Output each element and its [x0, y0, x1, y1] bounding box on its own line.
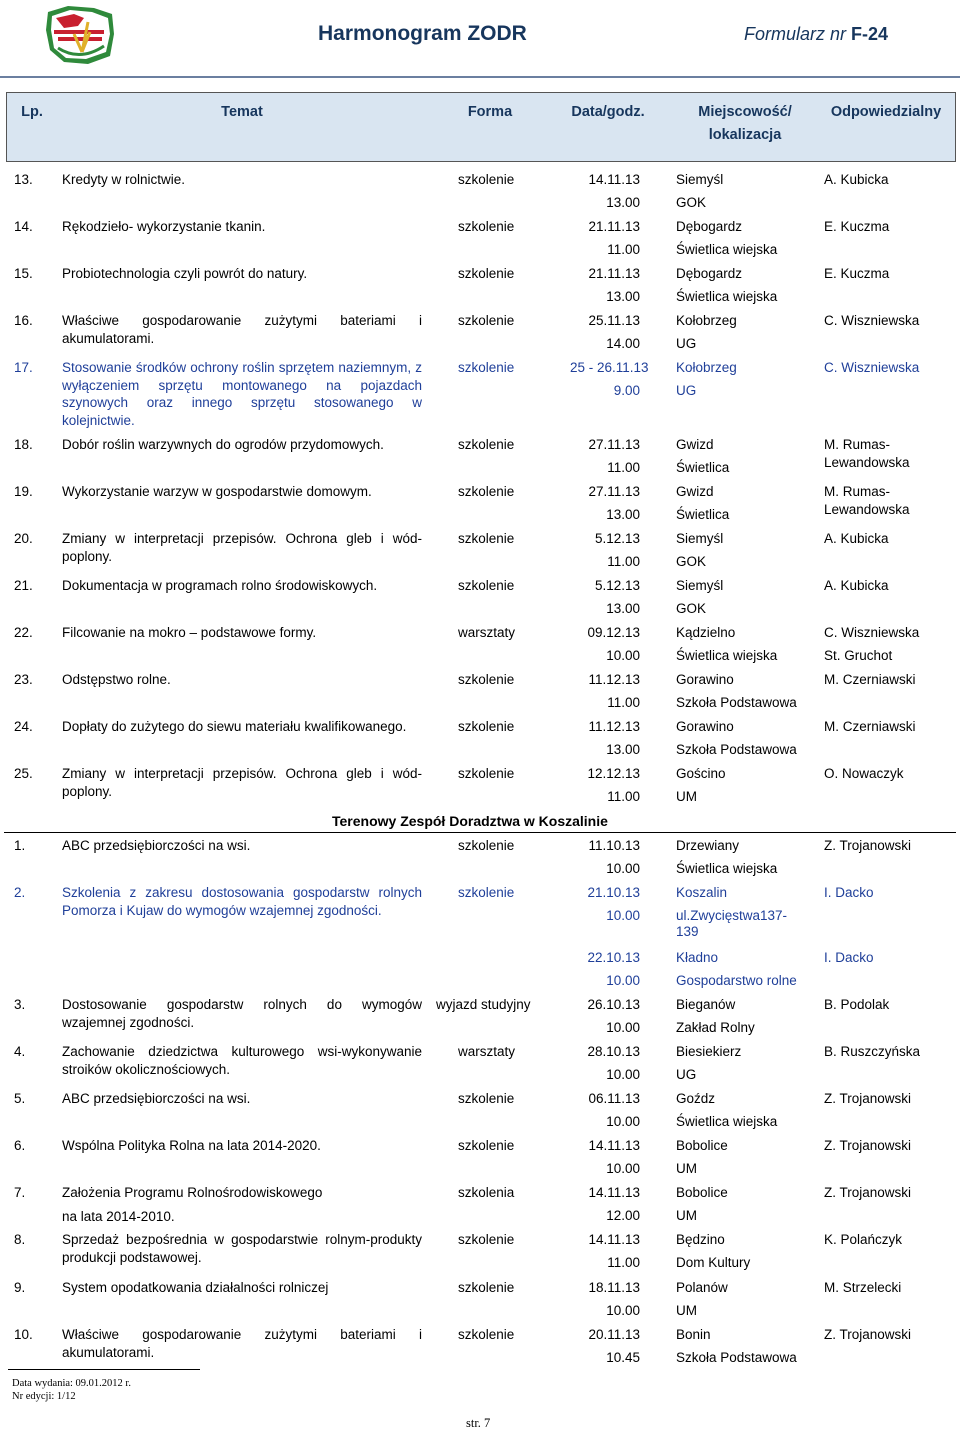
col-responsible: Odpowiedzialny — [830, 104, 942, 120]
row-form: szkolenie — [458, 578, 515, 593]
row-form: szkolenie — [458, 838, 515, 853]
row-responsible — [824, 671, 916, 689]
place-name: Dębogardz — [676, 219, 743, 234]
row-responsible — [824, 530, 889, 548]
place-name: Kołobrzeg — [676, 313, 737, 328]
row-number: 9. — [14, 1280, 26, 1295]
place-name: Koszalin — [676, 885, 728, 900]
date-value: 5.12.13 — [594, 578, 640, 593]
responsible-name-cont: St. Gruchot — [824, 648, 893, 663]
time-value: 14.00 — [606, 336, 640, 351]
time-value: 11.00 — [607, 789, 640, 804]
place-location: Szkoła Podstawowa — [676, 1350, 797, 1365]
row-place — [676, 1134, 728, 1180]
row-topic: Dokumentacja w programach rolno środowiskowych. — [62, 578, 378, 593]
row-form: szkolenie — [458, 1091, 515, 1106]
row-date — [570, 480, 640, 526]
place-name: Siemyśl — [676, 531, 724, 546]
row-date — [570, 993, 640, 1039]
row-topic: Zachowanie dziedzictwa kulturowego wsi-wykonywanie stroików okolicznościowych. — [62, 1044, 422, 1077]
place-location: Szkoła Podstawowa — [676, 695, 797, 710]
time-value: 13.00 — [606, 195, 640, 210]
responsible-name: C. Wiszniewska — [824, 625, 920, 640]
date-value: 18.11.13 — [588, 1280, 640, 1295]
document-title: Harmonogram ZODR — [318, 22, 527, 45]
place-name: Goźdz — [676, 1091, 716, 1106]
place-location: Świetlica wiejska — [676, 1114, 778, 1129]
row-number: 6. — [14, 1138, 26, 1153]
row-form: szkolenie — [458, 437, 515, 452]
responsible-name: M. Czerniawski — [824, 672, 916, 687]
place-name: Biesiekierz — [676, 1044, 742, 1059]
row-date — [570, 433, 640, 479]
row-form: szkolenie — [458, 360, 515, 375]
row-date — [570, 262, 640, 308]
row-responsible — [824, 1231, 902, 1249]
responsible-name-cont: Lewandowska — [824, 502, 910, 517]
row-responsible — [824, 1137, 911, 1155]
row-responsible — [824, 483, 910, 519]
row-responsible — [824, 884, 874, 902]
time-value: 11.00 — [607, 242, 640, 257]
responsible-name: K. Polańczyk — [824, 1232, 903, 1247]
row-place — [676, 262, 777, 308]
place-name: Kładno — [676, 950, 719, 965]
row-place — [676, 1087, 777, 1133]
row-topic: Stosowanie środków ochrony roślin sprzętem naziemnym, z wyłączeniem sprzętu montowanego na pojazdach szynowych oraz innego sprzętu stosowanego w kolejnictwie. — [62, 360, 422, 428]
row-topic: Rękodzieło- wykorzystanie tkanin. — [62, 219, 266, 234]
topic-line: na lata 2014-2010. — [62, 1208, 175, 1224]
date-value: 21.10.13 — [587, 885, 640, 900]
row-place — [676, 480, 729, 526]
row-date — [570, 881, 640, 927]
row-form: szkolenie — [458, 1327, 515, 1342]
date-value: 20.11.13 — [588, 1327, 640, 1342]
row-place — [676, 433, 729, 479]
time-value: 13.00 — [606, 507, 640, 522]
responsible-name: B. Ruszczyńska — [824, 1044, 921, 1059]
row-topic: ABC przedsiębiorczości na wsi. — [62, 1091, 251, 1106]
row-date — [570, 309, 640, 355]
time-value: 10.00 — [606, 1161, 640, 1176]
row-responsible — [824, 1090, 911, 1108]
place-location: UG — [676, 336, 697, 351]
row-date — [570, 1040, 640, 1086]
responsible-name: C. Wiszniewska — [824, 360, 920, 375]
row-place — [676, 881, 787, 941]
section-title: Terenowy Zespół Doradztwa w Koszalinie — [332, 813, 608, 829]
responsible-name: A. Kubicka — [824, 578, 889, 593]
time-value: 13.00 — [606, 289, 640, 304]
place-name: Drzewiany — [676, 838, 740, 853]
row-place — [676, 168, 723, 214]
row-place — [676, 1276, 728, 1322]
row-topic — [62, 1184, 322, 1225]
place-name: Gorawino — [676, 719, 734, 734]
date-value: 09.12.13 — [587, 625, 640, 640]
row-number: 20. — [14, 531, 33, 546]
place-location: Świetlica — [676, 507, 730, 522]
row-form: szkolenie — [458, 1138, 515, 1153]
row-form: szkolenie — [458, 885, 515, 900]
row-date — [570, 834, 640, 880]
place-name: Gwizd — [676, 484, 714, 499]
date-value: 25 - 26.11.13 — [570, 360, 649, 375]
place-location: Świetlica — [676, 460, 730, 475]
responsible-name: E. Kuczma — [824, 219, 890, 234]
row-number: 18. — [14, 437, 33, 452]
date-value: 27.11.13 — [588, 484, 640, 499]
row-place — [676, 1181, 728, 1227]
row-number: 21. — [14, 578, 33, 593]
row-place — [676, 946, 797, 992]
responsible-name: Z. Trojanowski — [824, 1185, 912, 1200]
time-value: 11.00 — [607, 554, 640, 569]
row-number: 5. — [14, 1091, 26, 1106]
row-form: szkolenie — [458, 1232, 515, 1247]
row-date — [570, 1134, 640, 1180]
time-value: 13.00 — [606, 601, 640, 616]
row-topic: Zmiany w interpretacji przepisów. Ochrona gleb i wód-poplony. — [62, 531, 422, 564]
row-form: szkolenie — [458, 484, 515, 499]
place-location: GOK — [676, 601, 707, 616]
responsible-name: E. Kuczma — [824, 266, 890, 281]
responsible-name: O. Nowaczyk — [824, 766, 904, 781]
row-number: 3. — [14, 997, 26, 1012]
row-topic: Zmiany w interpretacji przepisów. Ochrona gleb i wód-poplony. — [62, 766, 422, 799]
time-value: 10.00 — [606, 861, 640, 876]
row-date — [570, 1087, 640, 1133]
date-value: 22.10.13 — [587, 950, 640, 965]
row-place — [676, 309, 737, 355]
responsible-name: Z. Trojanowski — [824, 838, 912, 853]
row-topic: Dostosowanie gospodarstw rolnych do wymogów wzajemnej zgodności. — [62, 997, 422, 1030]
row-form: warsztaty — [458, 1044, 516, 1059]
row-number: 7. — [14, 1185, 26, 1200]
row-number: 22. — [14, 625, 33, 640]
form-number: Formularz nr F-24 — [744, 24, 889, 44]
row-place — [676, 993, 755, 1039]
row-topic: Odstępstwo rolne. — [62, 672, 171, 687]
time-value: 10.00 — [606, 648, 640, 663]
responsible-name: M. Rumas- — [824, 437, 891, 452]
time-value: 11.00 — [607, 460, 640, 475]
row-number: 8. — [14, 1232, 26, 1247]
place-location: UG — [676, 383, 697, 398]
row-number: 25. — [14, 766, 33, 781]
responsible-name: B. Podolak — [824, 997, 890, 1012]
row-responsible — [824, 718, 916, 736]
date-value: 21.11.13 — [588, 266, 640, 281]
time-value: 10.00 — [606, 908, 640, 923]
row-responsible — [824, 265, 889, 283]
responsible-name: I. Dacko — [824, 885, 874, 900]
time-value: 10.00 — [606, 1303, 640, 1318]
row-topic: Właściwe gospodarowanie zużytymi bateriami i akumulatorami. — [62, 1327, 422, 1360]
date-value: 21.11.13 — [588, 219, 640, 234]
row-topic: Probiotechnologia czyli powrót do natury. — [62, 266, 308, 281]
topic-line: Założenia Programu Rolnośrodowiskowego — [62, 1185, 323, 1200]
row-place — [676, 574, 723, 620]
date-value: 14.11.13 — [588, 172, 640, 187]
row-place — [676, 1228, 750, 1274]
place-name: Siemyśl — [676, 172, 724, 187]
row-responsible — [824, 171, 889, 189]
col-lp: Lp. — [21, 104, 43, 120]
place-location: UM — [676, 1303, 697, 1318]
place-name: Dębogardz — [676, 266, 743, 281]
row-form: szkolenie — [458, 1280, 515, 1295]
place-location: Szkoła Podstawowa — [676, 742, 797, 757]
row-place — [676, 527, 723, 573]
row-date — [570, 621, 640, 667]
place-location: Świetlica wiejska — [676, 861, 778, 876]
place-name: Kołobrzeg — [676, 360, 737, 375]
row-number: 23. — [14, 672, 33, 687]
row-topic: Właściwe gospodarowanie zużytymi bateriami i akumulatorami. — [62, 313, 422, 346]
row-date — [570, 215, 640, 261]
place-location: Dom Kultury — [676, 1255, 751, 1270]
date-value: 11.12.13 — [588, 672, 640, 687]
time-value: 10.00 — [606, 1067, 640, 1082]
row-form: szkolenie — [458, 531, 515, 546]
place-location: ul.Zwycięstwa137- — [676, 908, 788, 923]
row-responsible — [824, 765, 904, 783]
row-form: szkolenia — [458, 1185, 515, 1200]
date-value: 27.11.13 — [588, 437, 640, 452]
row-place — [676, 762, 726, 808]
row-topic: Filcowanie na mokro – podstawowe formy. — [62, 625, 317, 640]
row-date — [570, 1276, 640, 1322]
row-date — [570, 715, 640, 761]
time-value: 10.45 — [606, 1350, 640, 1365]
page-number: str. 7 — [466, 1416, 491, 1430]
date-value: 12.12.13 — [587, 766, 640, 781]
place-location-cont: 139 — [676, 924, 699, 939]
time-value: 11.00 — [607, 695, 640, 710]
row-topic: System opodatkowania działalności rolniczej — [62, 1280, 329, 1295]
row-responsible — [824, 837, 911, 855]
row-number: 14. — [14, 219, 33, 234]
row-responsible — [824, 1184, 911, 1202]
col-place: Miejscowość/ lokalizacja — [698, 104, 792, 143]
responsible-name-cont: Lewandowska — [824, 455, 910, 470]
date-value: 14.11.13 — [588, 1138, 640, 1153]
row-place — [676, 668, 797, 714]
row-place — [676, 834, 777, 880]
row-form: szkolenie — [458, 266, 515, 281]
issue-date: Data wydania: 09.01.2012 r. — [12, 1378, 131, 1389]
date-value: 14.11.13 — [588, 1232, 640, 1247]
row-responsible — [824, 436, 910, 472]
row-place — [676, 1040, 741, 1086]
row-responsible — [824, 1043, 920, 1061]
date-value: 14.11.13 — [588, 1185, 640, 1200]
row-topic: Szkolenia z zakresu dostosowania gospodarstw rolnych Pomorza i Kujaw do wymogów wzajemnej zgodności. — [62, 885, 422, 918]
row-responsible — [824, 996, 889, 1014]
place-location: UM — [676, 1161, 697, 1176]
row-responsible — [824, 624, 919, 665]
footer-divider — [8, 1369, 200, 1370]
place-location: Świetlica wiejska — [676, 242, 778, 257]
responsible-name: C. Wiszniewska — [824, 313, 920, 328]
date-value: 28.10.13 — [587, 1044, 640, 1059]
row-form: szkolenie — [458, 172, 515, 187]
place-location: GOK — [676, 554, 707, 569]
col-date: Data/godz. — [571, 104, 645, 120]
row-topic: Dobór roślin warzywnych do ogrodów przydomowych. — [62, 437, 384, 452]
row-number: 10. — [14, 1327, 33, 1342]
row-form: wyjazd studyjny — [436, 997, 531, 1012]
row-topic: Kredyty w rolnictwie. — [62, 172, 186, 187]
row-topic: ABC przedsiębiorczości na wsi. — [62, 838, 251, 853]
row-number: 19. — [14, 484, 33, 499]
responsible-name: A. Kubicka — [824, 531, 889, 546]
responsible-name: M. Strzelecki — [824, 1280, 902, 1295]
row-date — [570, 668, 640, 714]
row-form: szkolenie — [458, 766, 515, 781]
header-divider — [0, 76, 960, 78]
place-location: Gospodarstwo rolne — [676, 973, 797, 988]
place-location: UG — [676, 1067, 697, 1082]
row-number: 13. — [14, 172, 33, 187]
place-name: Gościno — [676, 766, 726, 781]
place-location: Zakład Rolny — [676, 1020, 755, 1035]
time-value: 13.00 — [606, 742, 640, 757]
time-value: 10.00 — [606, 1114, 640, 1129]
row-responsible: I. Dacko — [824, 950, 874, 965]
date-value: 5.12.13 — [594, 531, 640, 546]
row-date — [570, 946, 640, 992]
place-name: Polanów — [676, 1280, 728, 1295]
row-number: 15. — [14, 266, 33, 281]
row-place — [676, 215, 777, 261]
row-date — [570, 1181, 640, 1227]
col-form: Forma — [467, 104, 513, 120]
row-responsible — [824, 1279, 901, 1297]
place-name: Bieganów — [676, 997, 736, 1012]
row-place — [676, 621, 777, 667]
place-name: Bobolice — [676, 1138, 728, 1153]
row-number: 24. — [14, 719, 33, 734]
odr-logo-icon — [44, 4, 118, 66]
row-date — [570, 1323, 640, 1369]
row-number: 1. — [14, 838, 26, 853]
row-responsible — [824, 577, 889, 595]
place-location: UM — [676, 789, 697, 804]
row-number: 17. — [14, 360, 33, 375]
date-value: 11.12.13 — [588, 719, 640, 734]
row-date — [570, 1228, 640, 1274]
date-value: 06.11.13 — [588, 1091, 640, 1106]
section-divider — [4, 832, 956, 833]
date-value: 11.10.13 — [588, 838, 640, 853]
responsible-name: M. Czerniawski — [824, 719, 916, 734]
time-value: 9.00 — [613, 383, 640, 398]
responsible-name: Z. Trojanowski — [824, 1091, 912, 1106]
row-number: 16. — [14, 313, 33, 328]
place-location: Świetlica wiejska — [676, 289, 778, 304]
time-value: 10.00 — [606, 1020, 640, 1035]
row-number: 2. — [14, 885, 26, 900]
place-name: Bobolice — [676, 1185, 728, 1200]
date-value: 26.10.13 — [587, 997, 640, 1012]
row-date — [570, 527, 640, 573]
responsible-name: M. Rumas- — [824, 484, 891, 499]
row-topic: Wspólna Polityka Rolna na lata 2014-2020. — [62, 1138, 321, 1153]
row-form: szkolenie — [458, 672, 515, 687]
row-date — [570, 168, 640, 214]
date-value: 25.11.13 — [588, 313, 640, 328]
row-date — [570, 356, 649, 402]
place-name: Bonin — [676, 1327, 711, 1342]
time-value: 11.00 — [607, 1255, 640, 1270]
row-responsible — [824, 359, 919, 377]
row-form: szkolenie — [458, 719, 515, 734]
row-topic: Sprzedaż bezpośrednia w gospodarstwie rolnym-produkty produkcji podstawowej. — [62, 1232, 422, 1265]
place-name: Gwizd — [676, 437, 714, 452]
place-location: UM — [676, 1208, 697, 1223]
place-name: Będzino — [676, 1232, 725, 1247]
row-form: szkolenie — [458, 313, 515, 328]
row-date — [570, 762, 640, 808]
col-topic: Temat — [221, 104, 263, 120]
place-location: GOK — [676, 195, 707, 210]
row-topic: Dopłaty do zużytego do siewu materiału kwalifikowanego. — [62, 719, 407, 734]
row-topic: Wykorzystanie warzyw w gospodarstwie domowym. — [62, 484, 372, 499]
time-value: 10.00 — [606, 973, 640, 988]
row-responsible — [824, 218, 889, 236]
responsible-name: Z. Trojanowski — [824, 1327, 912, 1342]
row-place — [676, 715, 797, 761]
responsible-name: A. Kubicka — [824, 172, 889, 187]
time-value: 12.00 — [606, 1208, 640, 1223]
row-responsible — [824, 1326, 911, 1344]
place-name: Siemyśl — [676, 578, 724, 593]
place-name: Gorawino — [676, 672, 734, 687]
row-place — [676, 1323, 797, 1369]
row-form: warsztaty — [458, 625, 516, 640]
place-location: Świetlica wiejska — [676, 648, 778, 663]
row-place — [676, 356, 737, 402]
row-date — [570, 574, 640, 620]
responsible-name: Z. Trojanowski — [824, 1138, 912, 1153]
place-name: Kądzielno — [676, 625, 736, 640]
row-responsible — [824, 312, 919, 330]
edition-number: Nr edycji: 1/12 — [12, 1391, 76, 1402]
row-number: 4. — [14, 1044, 26, 1059]
row-form: szkolenie — [458, 219, 515, 234]
